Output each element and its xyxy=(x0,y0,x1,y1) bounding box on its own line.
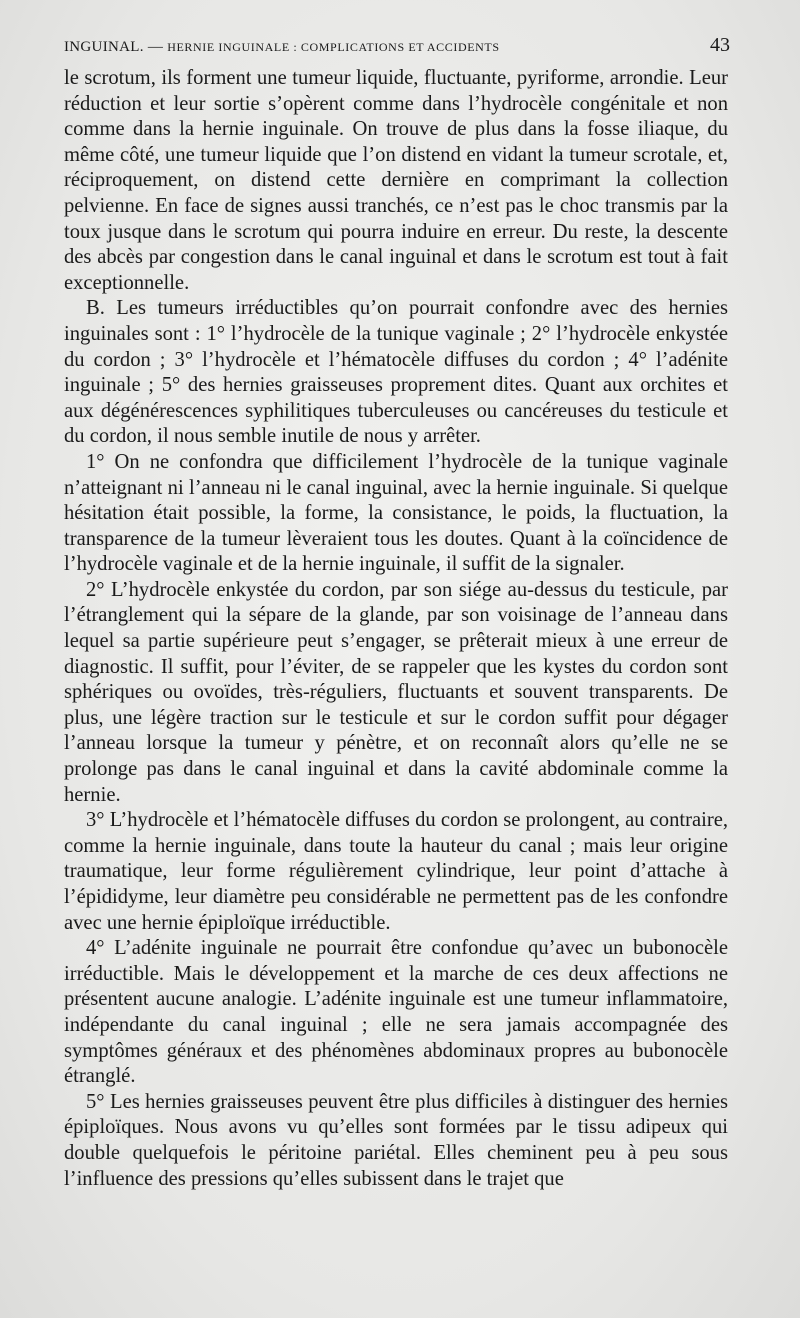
paragraph: le scrotum, ils forment une tumeur liquide, fluctuante, pyriforme, arrondie. Leur réduction et leur sortie s’opèrent comme dans l’hydrocèle congénitale et non comme dans la hernie inguinale. On trouve de plus dans la fosse iliaque, du même côté, une tumeur liquide que l’on distend en vidant la tumeur scrotale, et, réciproquement, on distend cette dernière en comprimant la collection pelvienne. En face de signes aussi tranchés, ce n’est pas le choc transmis par la toux jusque dans le scrotum qui pourra induire en erreur. Du reste, la descente des abcès par congestion dans le canal inguinal et dans le scrotum est tout à fait exceptionnelle. xyxy=(64,67,728,294)
paragraph: 1° On ne confondra que difficilement l’hydrocèle de la tunique vaginale n’atteignant ni l’anneau ni le canal inguinal, avec la hernie inguinale. Si quelque hésitation était possible, la forme, la consistance, le poids, la fluctuation, la transparence de la tumeur lèveraient tous les doutes. Quant à la coïncidence de l’hydrocèle vaginale et de la hernie inguinale, il suffit de la signaler. xyxy=(64,450,728,576)
page-number: 43 xyxy=(710,34,730,56)
paragraph: B. Les tumeurs irréductibles qu’on pourrait confondre avec des hernies inguinales sont : 1° l’hydrocèle de la tunique vaginale ; 2° l’hydrocèle enkystée du cordon ; 3° l’hydrocèle et l’hématocèle diffuses du cordon ; 4° l’adénite inguinale ; 5° des hernies graisseuses proprement dites. Quant aux orchites et aux dégénérescences syphilitiques tuberculeuses ou cancéreuses du testicule et du cordon, il nous semble inutile de nous y arrêter. xyxy=(64,297,728,448)
header-dash: — xyxy=(147,39,164,55)
chapter-subtitle: HERNIE INGUINALE : COMPLICATIONS ET ACCIDENTS xyxy=(167,40,500,54)
running-head xyxy=(64,39,500,56)
running-header xyxy=(64,34,730,57)
page-body xyxy=(64,66,728,1192)
paragraph: 2° L’hydrocèle enkystée du cordon, par son siége au-dessus du testicule, par l’étranglement qui la sépare de la glande, par son voisinage de l’anneau dans lequel sa partie supérieure peut s’engager, se prêterait mieux à une erreur de diagnostic. Il suffit, pour l’éviter, de se rappeler que les kystes du cordon sont sphériques ou ovoïdes, très-réguliers, fluctuants et souvent transparents. De plus, une légère traction sur le testicule et sur le cordon suffit pour dégager l’anneau lorsque la tumeur y pénètre, et on reconnaît alors qu’elle ne se prolonge pas dans le canal inguinal et dans la cavité abdominale comme la hernie. xyxy=(64,578,728,806)
paragraph: 4° L’adénite inguinale ne pourrait être confondue qu’avec un bubonocèle irréductible. Mais le développement et la marche de ces deux affections ne présentent aucune analogie. L’adénite inguinale est une tumeur inflammatoire, indépendante du canal inguinal ; elle ne sera jamais accompagnée des symptômes généraux et des phénomènes abdominaux propres au bubonocèle étranglé. xyxy=(64,937,728,1088)
section-title: INGUINAL. xyxy=(64,39,144,55)
paragraph: 3° L’hydrocèle et l’hématocèle diffuses du cordon se prolongent, au contraire, comme la hernie inguinale, dans toute la hauteur du canal ; mais leur origine traumatique, leur forme régulièrement cylindrique, leur point d’attache à l’épididyme, leur diamètre peu considérable ne permettent pas de les confondre avec une hernie épiploïque irréductible. xyxy=(64,809,728,934)
paragraph: 5° Les hernies graisseuses peuvent être plus difficiles à distinguer des hernies épiploïques. Nous avons vu qu’elles sont formées par le tissu adipeux qui double quelquefois le péritoine pariétal. Elles cheminent peu à peu sous l’influence des pressions qu’elles subissent dans le trajet que xyxy=(64,1090,728,1190)
